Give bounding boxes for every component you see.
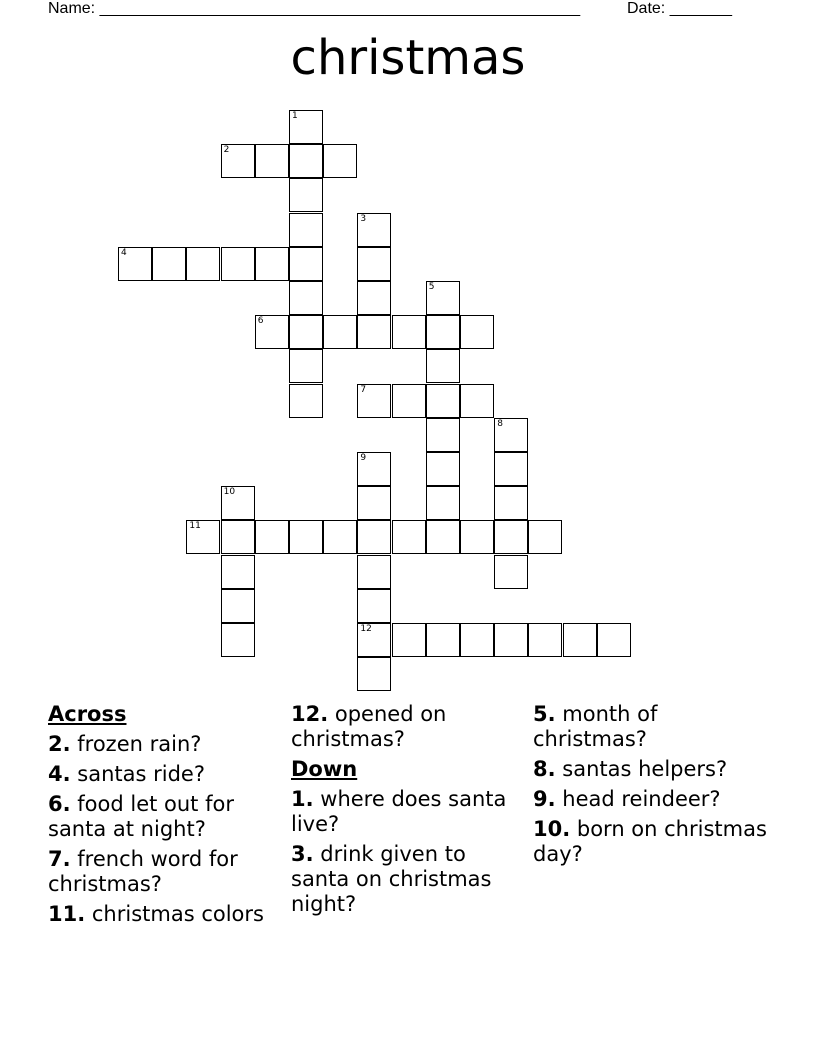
crossword-cell[interactable]	[460, 315, 494, 349]
cell-number: 9	[360, 453, 367, 463]
crossword-cell[interactable]	[426, 623, 460, 657]
crossword-cell[interactable]	[289, 213, 323, 247]
across-heading: Across	[48, 702, 127, 726]
crossword-cell[interactable]	[494, 452, 528, 486]
clue-number: 8.	[533, 757, 556, 781]
crossword-cell[interactable]	[528, 520, 562, 554]
cell-number: 11	[189, 521, 201, 532]
clue-number: 9.	[533, 787, 556, 811]
clue-item	[48, 762, 283, 787]
crossword-cell[interactable]	[221, 247, 255, 281]
clue-item	[533, 702, 773, 752]
crossword-cell[interactable]	[255, 315, 289, 349]
crossword-cell[interactable]	[289, 247, 323, 281]
crossword-cell[interactable]	[289, 110, 323, 144]
clue-item	[533, 817, 773, 867]
clue-number: 12.	[291, 702, 329, 726]
clue-text: frozen rain?	[70, 732, 202, 756]
clue-text: born on christmas day?	[533, 817, 767, 866]
down-heading: Down	[291, 757, 358, 781]
crossword-cell[interactable]	[323, 315, 357, 349]
crossword-cell[interactable]	[426, 315, 460, 349]
crossword-cell[interactable]	[152, 247, 186, 281]
crossword-cell[interactable]	[221, 589, 255, 623]
crossword-cell[interactable]	[426, 281, 460, 315]
date-field-label: Date: _______	[627, 0, 732, 17]
clue-number: 4.	[48, 762, 71, 786]
crossword-cell[interactable]	[323, 520, 357, 554]
crossword-cell[interactable]	[357, 452, 391, 486]
crossword-cell[interactable]	[357, 657, 391, 691]
crossword-cell[interactable]	[289, 281, 323, 315]
crossword-cell[interactable]	[392, 520, 426, 554]
clue-text: christmas colors	[85, 902, 264, 926]
clue-text: drink given to santa on christmas night?	[291, 842, 492, 916]
clue-item	[533, 787, 773, 812]
clue-item	[291, 842, 526, 917]
cell-number: 1	[292, 111, 298, 121]
puzzle-title: christmas	[290, 30, 526, 86]
crossword-cell[interactable]	[528, 623, 562, 657]
clue-number: 5.	[533, 702, 556, 726]
crossword-cell[interactable]	[186, 520, 220, 554]
crossword-cell[interactable]	[357, 281, 391, 315]
cell-number: 5	[428, 282, 435, 292]
clue-number: 1.	[291, 787, 314, 811]
name-field-label: Name: ______________________________________________________	[48, 0, 581, 17]
cell-number: 4	[121, 247, 127, 258]
crossword-cell[interactable]	[494, 418, 528, 452]
cell-number: 10	[223, 487, 236, 498]
clue-number: 3.	[291, 842, 314, 866]
crossword-cell[interactable]	[392, 623, 426, 657]
crossword-cell[interactable]	[494, 486, 528, 520]
clue-text: month of christmas?	[533, 702, 658, 751]
cell-number: 12	[360, 624, 372, 634]
clues-column-2	[291, 702, 526, 922]
crossword-cell[interactable]	[494, 555, 528, 589]
clue-item	[291, 787, 526, 837]
crossword-cell[interactable]	[186, 247, 220, 281]
clue-item	[291, 702, 526, 752]
crossword-cell[interactable]	[563, 623, 597, 657]
crossword-cell[interactable]	[357, 555, 391, 589]
clue-number: 10.	[533, 817, 571, 841]
crossword-cell[interactable]	[255, 520, 289, 554]
crossword-cell[interactable]	[426, 520, 460, 554]
clue-item	[48, 847, 283, 897]
cell-number: 7	[360, 384, 367, 395]
crossword-cell[interactable]	[357, 589, 391, 623]
clue-text: santas ride?	[70, 762, 205, 786]
crossword-cell[interactable]	[426, 418, 460, 452]
clue-text: french word for christmas?	[48, 847, 238, 896]
crossword-cell[interactable]	[460, 520, 494, 554]
crossword-cell[interactable]	[221, 623, 255, 657]
crossword-cell[interactable]	[255, 247, 289, 281]
crossword-cell[interactable]	[426, 349, 460, 383]
clue-text: where does santa live?	[291, 787, 507, 836]
cell-number: 6	[257, 316, 264, 327]
crossword-cell[interactable]	[255, 144, 289, 178]
clue-number: 6.	[48, 792, 71, 816]
clue-text: food let out for santa at night?	[48, 792, 234, 841]
crossword-cell[interactable]	[323, 144, 357, 178]
crossword-cell[interactable]	[460, 384, 494, 418]
cell-number: 3	[360, 213, 367, 224]
cell-number: 8	[497, 418, 503, 429]
clues-column-1	[48, 702, 283, 932]
clue-number: 2.	[48, 732, 71, 756]
crossword-cell[interactable]	[289, 520, 323, 554]
clue-number: 11.	[48, 902, 86, 926]
crossword-cell[interactable]	[221, 144, 255, 178]
clue-text: santas helpers?	[555, 757, 728, 781]
crossword-cell[interactable]	[357, 213, 391, 247]
crossword-cell[interactable]	[221, 520, 255, 554]
crossword-cell[interactable]	[221, 486, 255, 520]
crossword-cell[interactable]	[597, 623, 631, 657]
crossword-cell[interactable]	[426, 452, 460, 486]
crossword-cell[interactable]	[392, 315, 426, 349]
crossword-cell[interactable]	[426, 486, 460, 520]
crossword-cell[interactable]	[357, 520, 391, 554]
crossword-cell[interactable]	[357, 486, 391, 520]
crossword-cell[interactable]	[460, 623, 494, 657]
crossword-cell[interactable]	[426, 384, 460, 418]
crossword-cell[interactable]	[357, 623, 391, 657]
clue-number: 7.	[48, 847, 71, 871]
clue-item	[533, 757, 773, 782]
crossword-cell[interactable]	[289, 178, 323, 212]
crossword-cell[interactable]	[357, 247, 391, 281]
crossword-cell[interactable]	[289, 384, 323, 418]
clue-item	[48, 732, 283, 757]
crossword-cell[interactable]	[289, 349, 323, 383]
crossword-cell[interactable]	[357, 315, 391, 349]
clue-item	[48, 902, 283, 927]
crossword-cell[interactable]	[494, 623, 528, 657]
crossword-cell[interactable]	[221, 555, 255, 589]
crossword-cell[interactable]	[289, 144, 323, 178]
crossword-cell[interactable]	[392, 384, 426, 418]
crossword-cell[interactable]	[494, 520, 528, 554]
crossword-cell[interactable]	[357, 384, 391, 418]
cell-number: 2	[223, 145, 230, 156]
clue-item	[48, 792, 283, 842]
clue-text: head reindeer?	[555, 787, 721, 811]
clue-text: opened on christmas?	[291, 702, 447, 751]
crossword-cell[interactable]	[118, 247, 152, 281]
clues-column-3	[533, 702, 773, 872]
crossword-cell[interactable]	[289, 315, 323, 349]
